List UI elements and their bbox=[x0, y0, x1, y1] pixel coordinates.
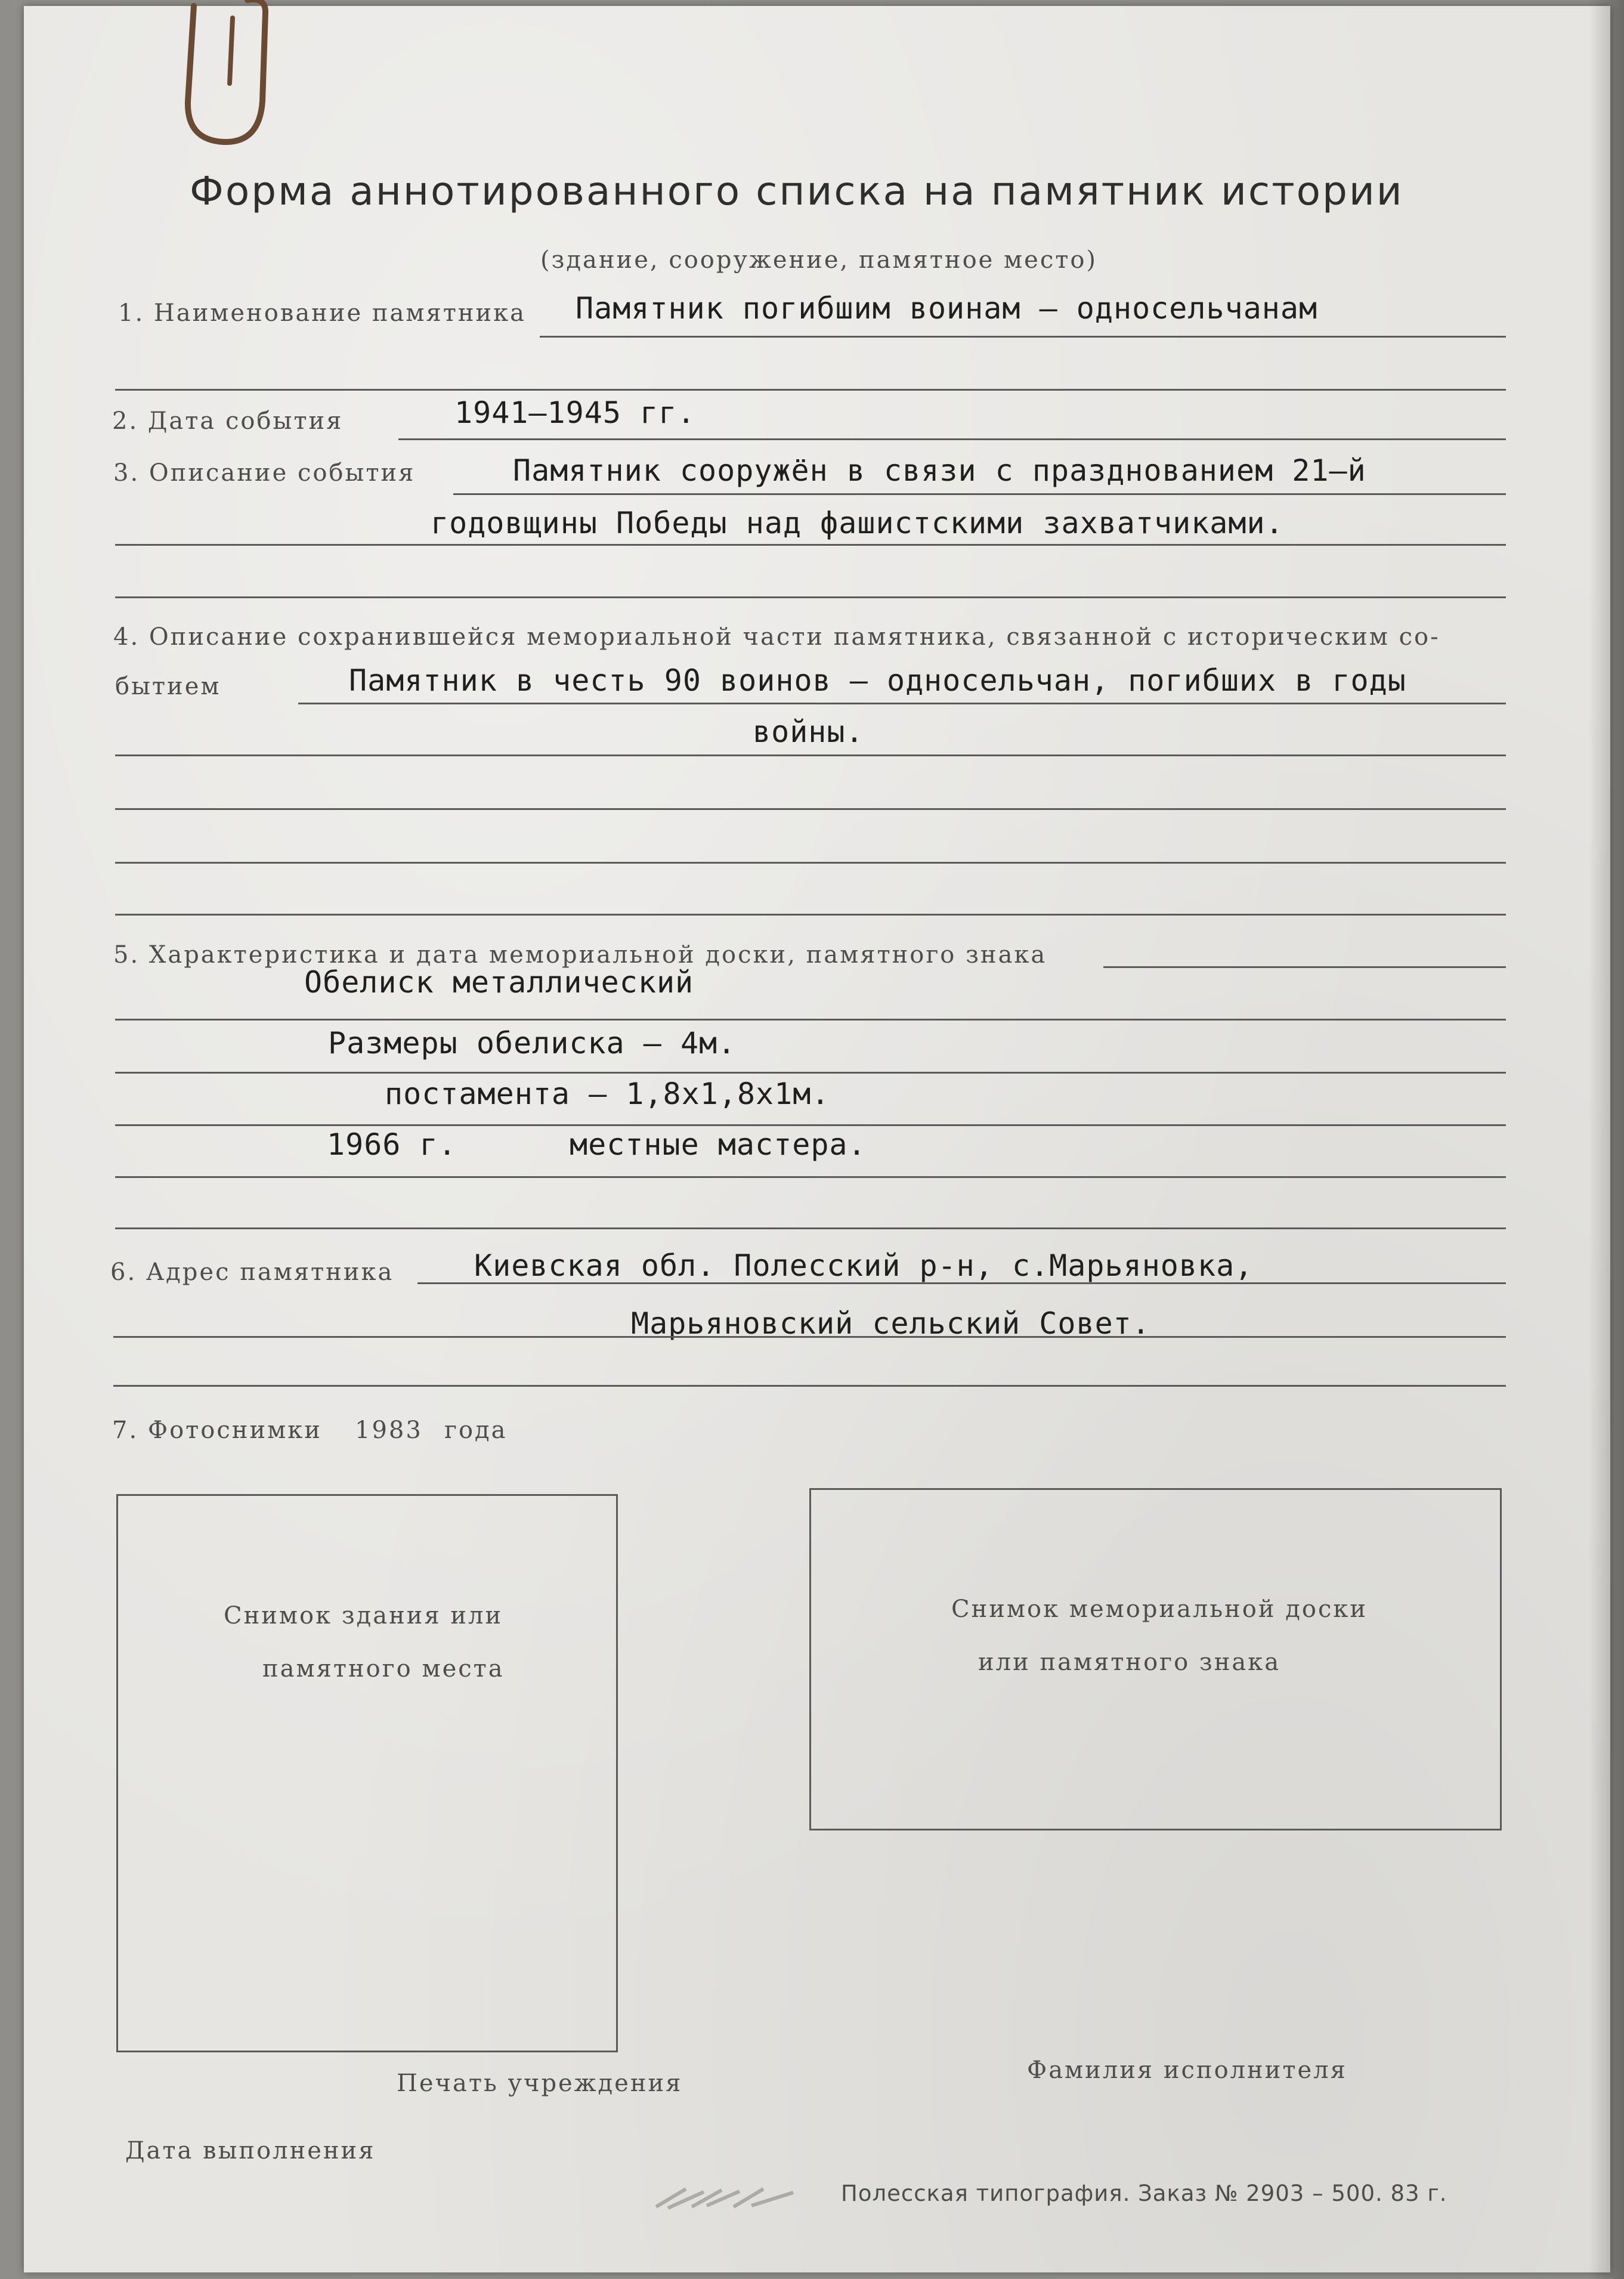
field5-line2: Размеры обелиска – 4м. bbox=[328, 1026, 737, 1060]
field6-line1: Киевская обл. Полесский р-н, с.Марьяновка, bbox=[474, 1248, 1254, 1283]
date-label: Дата выполнения bbox=[125, 2137, 376, 2164]
field1-value: Памятник погибшим воинам – односельчанам bbox=[576, 291, 1318, 326]
field4-underline1 bbox=[298, 703, 1506, 704]
field3-line1: Памятник сооружён в связи с празднованием 21–й bbox=[513, 453, 1366, 488]
photo-box-building-caption1: Снимок здания или bbox=[224, 1602, 503, 1629]
field4-underline2 bbox=[115, 754, 1506, 756]
field7-year: 1983 bbox=[355, 1417, 423, 1444]
field3-underline1 bbox=[453, 493, 1506, 495]
field6-label: 6. Адрес памятника bbox=[110, 1258, 394, 1286]
field1-label: 1. Наименование памятника bbox=[118, 299, 527, 327]
field5-line4-year: 1966 г. bbox=[327, 1127, 457, 1162]
field5-line1: Обелиск металлический bbox=[304, 965, 694, 1000]
field7-year-suffix: года bbox=[444, 1417, 508, 1444]
field2-label: 2. Дата события bbox=[112, 407, 344, 435]
paper-clip-icon bbox=[182, 0, 301, 149]
field4-line1: Памятник в честь 90 воинов – односельчан, погибших в годы bbox=[349, 663, 1406, 698]
field4-label-line1: 4. Описание сохранившейся мемориальной части памятника, связанной с историческим со- bbox=[113, 623, 1440, 651]
field2-underline bbox=[398, 438, 1506, 440]
field3-line2: годовщины Победы над фашистскими захватчиками. bbox=[431, 506, 1284, 540]
field6-underline3 bbox=[113, 1385, 1506, 1387]
seal-label: Печать учреждения bbox=[397, 2070, 683, 2097]
field5-underline3 bbox=[115, 1124, 1506, 1126]
field5-underline5 bbox=[115, 1227, 1506, 1229]
photo-box-plaque-caption2: или памятного знака bbox=[978, 1649, 1281, 1676]
field5-underline4 bbox=[115, 1176, 1506, 1178]
field3-underline2 bbox=[115, 544, 1506, 546]
field5-line4-masters: местные мастера. bbox=[570, 1127, 867, 1162]
field6-line2: Марьяновский сельский Совет. bbox=[631, 1306, 1150, 1341]
field3-underline3 bbox=[115, 596, 1506, 598]
field4-underline3 bbox=[115, 808, 1506, 810]
form-title: Форма аннотированного списка на памятник истории bbox=[190, 168, 1404, 214]
photo-box-building bbox=[116, 1494, 618, 2052]
printer-imprint: Полесская типография. Заказ № 2903 – 500. 83 г. bbox=[841, 2181, 1447, 2206]
form-subtitle: (здание, сооружение, памятное место) bbox=[540, 246, 1098, 274]
field3-label: 3. Описание события bbox=[113, 459, 416, 487]
field5-underline0 bbox=[1103, 966, 1506, 968]
field5-underline1 bbox=[115, 1019, 1506, 1021]
field5-underline2 bbox=[115, 1072, 1506, 1074]
page-edge-shadow bbox=[1588, 0, 1624, 2279]
executor-label: Фамилия исполнителя bbox=[1027, 2057, 1347, 2084]
field2-value: 1941–1945 гг. bbox=[454, 395, 696, 430]
field6-underline2 bbox=[113, 1336, 1506, 1338]
field1-underline bbox=[540, 336, 1506, 338]
field4-line2: войны. bbox=[753, 715, 864, 749]
field1-extra-line bbox=[115, 389, 1506, 391]
field4-label-line2: бытием bbox=[115, 673, 221, 700]
field4-underline5 bbox=[115, 914, 1506, 916]
ink-stamp-icon bbox=[650, 2177, 799, 2219]
photo-box-plaque-caption1: Снимок мемориальной доски bbox=[951, 1595, 1368, 1623]
field5-label: 5. Характеристика и дата мемориальной доски, памятного знака bbox=[113, 941, 1047, 969]
field7-label: 7. Фотоснимки bbox=[112, 1417, 322, 1444]
field5-line3: постамента – 1,8х1,8х1м. bbox=[385, 1077, 830, 1111]
photo-box-building-caption2: памятного места bbox=[262, 1655, 505, 1683]
field6-underline1 bbox=[417, 1282, 1506, 1284]
field4-underline4 bbox=[115, 862, 1506, 864]
